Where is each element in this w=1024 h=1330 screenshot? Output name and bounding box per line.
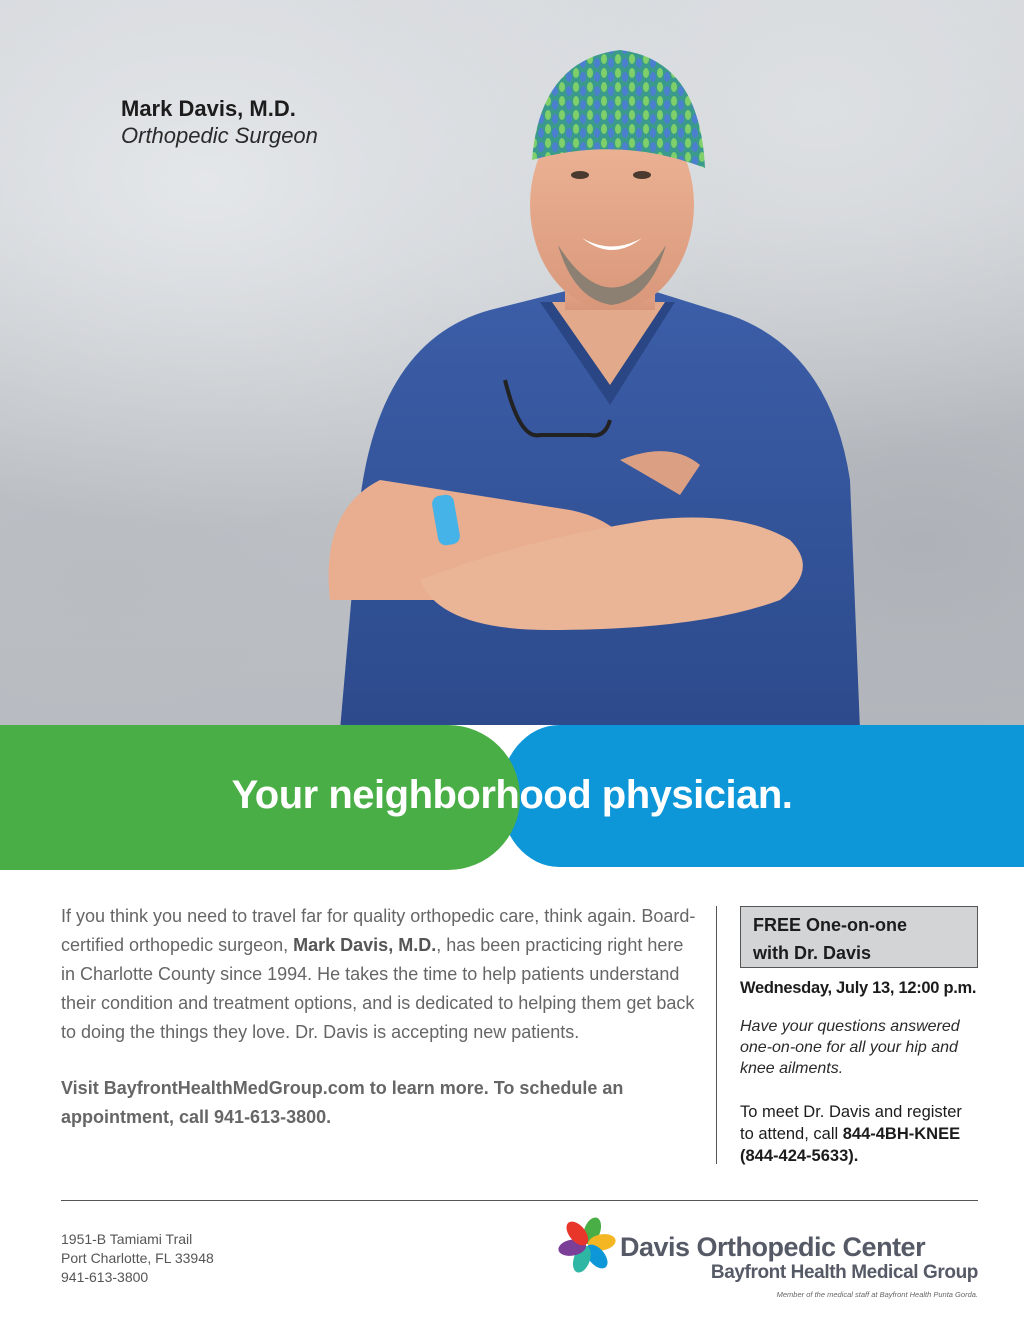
free-line-2: with Dr. Davis xyxy=(753,943,872,963)
doctor-name: Mark Davis, M.D. xyxy=(121,96,296,121)
headline-banner xyxy=(0,725,1024,870)
member-note: Member of the medical staff at Bayfront Health Punta Gorda. xyxy=(776,1290,978,1299)
cta-phone: 941-613-3800 xyxy=(214,1107,327,1127)
address-line-1: 1951-B Tamiami Trail xyxy=(61,1231,193,1247)
headline: Your neighborhood physician. xyxy=(231,772,793,817)
intro-text-1: If you think you need to travel far for quality orthopedic care, think again. Board-certified orthopedic surgeon, xyxy=(61,906,696,955)
event-description: Have your questions answered one-on-one for all your hip and knee ailments. xyxy=(740,1018,960,1077)
cta-end: . xyxy=(326,1107,332,1127)
register-info xyxy=(740,1101,980,1167)
intro-text-2: , has been practicing right here in Charlotte County since 1994. He takes the time to help patients understand their condition and treatment options, and is dedicated to helping them get back to doing the things they love. Dr. Davis is accepting new patients. xyxy=(61,935,695,1042)
horizontal-divider xyxy=(61,1200,978,1201)
intro-paragraph xyxy=(61,902,701,1047)
call-to-action xyxy=(61,1074,701,1132)
intro-doctor-name: Mark Davis, M.D. xyxy=(293,935,437,955)
vertical-divider xyxy=(716,906,717,1164)
event-date: Wednesday, July 13, 12:00 p.m. xyxy=(740,979,977,997)
doctor-portrait xyxy=(320,40,880,725)
register-text: To meet Dr. Davis and register to attend, call xyxy=(740,1103,962,1143)
register-end: . xyxy=(853,1147,859,1165)
free-line-1: FREE One-on-one xyxy=(753,915,907,935)
doctor-name-block xyxy=(121,95,318,149)
register-phone: 844-4BH-KNEE (844-424-5633) xyxy=(740,1125,961,1165)
address-phone: 941-613-3800 xyxy=(61,1269,149,1285)
logo-subtitle: Bayfront Health Medical Group xyxy=(710,1262,978,1283)
event-sidebar xyxy=(740,906,980,1167)
cta-text: Visit BayfrontHealthMedGroup.com to learn more. To schedule an appointment, call xyxy=(61,1078,624,1127)
address-line-2: Port Charlotte, FL 33948 xyxy=(61,1250,214,1266)
doctor-title: Orthopedic Surgeon xyxy=(121,123,318,148)
address-block xyxy=(61,1230,214,1287)
body-copy xyxy=(61,902,701,1132)
flower-pinwheel-icon xyxy=(556,1214,618,1276)
free-consult-box xyxy=(740,906,978,968)
logo-name: Davis Orthopedic Center xyxy=(620,1232,926,1262)
